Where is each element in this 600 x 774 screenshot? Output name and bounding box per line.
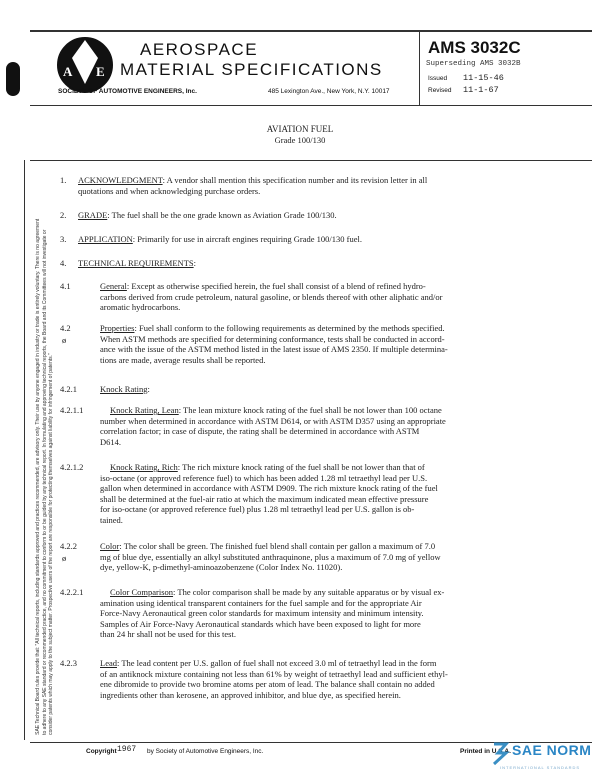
heading-colon: : bbox=[134, 323, 139, 333]
header-top-rule bbox=[30, 30, 592, 32]
heading-colon: : bbox=[173, 587, 178, 597]
section-text-line: When ASTM methods are specified for determining conformance, tests shall be conducted in accord- bbox=[100, 333, 445, 344]
revised-label: Revised bbox=[428, 87, 452, 94]
section-text-line: D614. bbox=[100, 436, 122, 447]
section-number: 1. bbox=[60, 175, 67, 185]
watermark-logo-icon bbox=[492, 740, 510, 766]
copyright-holder: by Society of Automotive Engineers, Inc. bbox=[147, 748, 264, 755]
section-number: 4.2 bbox=[60, 323, 71, 333]
section-number: 4.2.2 bbox=[60, 541, 77, 551]
section-heading: Color bbox=[100, 541, 120, 551]
side-note-rule bbox=[24, 160, 25, 740]
copyright-year: 1967 bbox=[117, 745, 137, 754]
spec-number: AMS 3032C bbox=[428, 38, 521, 57]
section-text-line: aromatic hydrocarbons. bbox=[100, 302, 181, 312]
header-divider bbox=[419, 30, 420, 105]
heading-colon: : bbox=[178, 405, 184, 415]
section-text-line: The lean mixture knock rating of the fuel shall be not lower than 100 octane bbox=[183, 405, 442, 415]
printed-in: Printed in U.S.A. bbox=[460, 748, 511, 755]
section-text-line: tained. bbox=[100, 514, 123, 525]
section-number: 4.2.3 bbox=[60, 658, 77, 668]
revision-mark: ø bbox=[62, 553, 67, 563]
section-text-line: ingredients other than kerosene, an approved inhibitor, and blue dye, as specified herein. bbox=[100, 689, 401, 700]
section-text-line: correlation factor; in case of dispute, the rating shall be determined in accordance with ASTM bbox=[100, 426, 420, 436]
technical-board-note: SAE Technical Board rules provide that: "All technical reports, including standards approved and practices recommended, are advisory only. Their use by anyone engaged in industry or trade is entirely voluntary. There is no agreement to adhere to any SAE standard or recommended practice, and no commitment to conform to or be guided by any technical report. In formulating and approving technical reports, the Board and its Committees will not investigate or consider patents which may apply to the subject matter. Prospective users of the report are responsible for protecting themselves against liability for infringement of patents." bbox=[35, 218, 55, 735]
logo-letter-s: S bbox=[80, 42, 88, 57]
section-heading: Knock Rating, Lean bbox=[110, 405, 179, 415]
section-heading: Knock Rating bbox=[100, 384, 148, 394]
heading-colon: : bbox=[117, 658, 122, 668]
heading-colon: : bbox=[119, 541, 124, 551]
logo-letter-a: A bbox=[63, 64, 73, 79]
doc-subtitle: Grade 100/130 bbox=[274, 135, 326, 145]
section-text-line: The fuel shall be the one grade known as Aviation Grade 100/130. bbox=[111, 210, 337, 220]
section-text-line: quotations and when acknowledging purchase orders. bbox=[78, 185, 261, 196]
heading-colon: : bbox=[193, 258, 196, 268]
section-heading: Lead bbox=[100, 658, 117, 668]
section-text-line: shall be determined at the fuel-air ratio at which the maximum indicated mean effective pressure bbox=[100, 493, 429, 504]
title-bottom-rule bbox=[30, 160, 592, 161]
section-text-line: The color shall be green. The finished fuel blend shall contain per gallon a maximum of 7.0 bbox=[123, 541, 436, 551]
section-text-line: mg of blue dye, essentially an alkyl substituted anthraquinone, plus a maximum of 7.0 mg of yellow bbox=[100, 551, 441, 562]
superseding-note: Superseding AMS 3032B bbox=[426, 60, 521, 68]
society-name: SOCIETY OF AUTOMOTIVE ENGINEERS, Inc. bbox=[58, 88, 197, 95]
section-text-line: Primarily for use in aircraft engines requiring Grade 100/130 fuel. bbox=[137, 234, 362, 244]
section-heading: APPLICATION bbox=[78, 234, 133, 244]
section-text-line: of an antiknock mixture containing not less than 61% by weight of tetraethyl lead and sufficient ethyl- bbox=[100, 668, 448, 679]
section-text-line: Fuel shall conform to the following requirements as determined by the methods specified. bbox=[138, 323, 445, 333]
watermark-subtext: INTERNATIONAL STANDARDS bbox=[500, 765, 581, 770]
copyright-label: Copyright bbox=[86, 748, 117, 755]
heading-colon: : bbox=[107, 210, 112, 220]
section-text-line: A vendor shall mention this specification number and its revision letter in all bbox=[166, 175, 428, 185]
section-number: 2. bbox=[60, 210, 67, 220]
header-bottom-rule bbox=[30, 105, 592, 106]
logo-letter-e: E bbox=[96, 64, 105, 79]
section-text-line: tions are made, average results shall be reported. bbox=[100, 354, 266, 365]
heading-colon: : bbox=[177, 462, 183, 472]
binder-hole-mark bbox=[6, 62, 20, 96]
section-number: 4.2.1.2 bbox=[60, 462, 84, 472]
issued-label: Issued bbox=[428, 75, 448, 82]
heading-colon: : bbox=[147, 384, 150, 394]
section-heading: ACKNOWLEDGMENT bbox=[78, 175, 163, 185]
section-text-line: than 24 hr shall not be used for this test. bbox=[100, 629, 236, 639]
section-number: 3. bbox=[60, 234, 67, 244]
section-text-line: Force-Navy Aeronautical green color standards for maximum intensity and minimum intensity. bbox=[100, 608, 424, 618]
header-title-line1: AEROSPACE bbox=[140, 40, 259, 59]
section-text-line: dye, yellow-K, p-dimethyl-aminoazobenzene (Color Index No. 11020). bbox=[100, 562, 343, 572]
section-text-line: for iso-octane (or approved reference fuel) plus 1.28 ml tetraethyl lead per U.S. gallon is ob- bbox=[100, 504, 415, 514]
section-text-line: iso-octane (or approved reference fuel) to which has been added 1.28 ml tetraethyl lead per U.S. bbox=[100, 472, 428, 483]
header-title-line2: MATERIAL SPECIFICATIONS bbox=[120, 60, 383, 79]
section-text-line: gallon when determined in accordance with ASTM D909. The rich mixture knock rating of the fuel bbox=[100, 483, 438, 493]
section-text-line: The lead content per U.S. gallon of fuel shall not exceed 3.0 ml of tetraethyl lead in the form bbox=[121, 658, 437, 668]
section-heading: General bbox=[100, 281, 127, 291]
section-text-line: carbons derived from crude petroleum, natural gasoline, or blends thereof with other aliphatic and/or bbox=[100, 291, 443, 302]
section-text-line: The color comparison shall be made by any suitable apparatus or by visual ex- bbox=[177, 587, 445, 597]
society-address: 485 Lexington Ave., New York, N.Y. 10017 bbox=[268, 88, 390, 95]
watermark-text: SAE NORM bbox=[512, 742, 592, 758]
section-text-line: Samples of Air Force-Navy Aeronautical standards which have been exposed to light for more bbox=[100, 618, 421, 629]
section-text-line: ene dibromide to provide two bromine atoms per atom of lead. The balance shall contain no added bbox=[100, 679, 435, 689]
section-heading: Knock Rating, Rich bbox=[110, 462, 178, 472]
section-heading: GRADE bbox=[78, 210, 108, 220]
revised-date: 11-1-67 bbox=[463, 85, 499, 95]
section-number: 4.2.1.1 bbox=[60, 405, 84, 415]
section-text-line: The rich mixture knock rating of the fuel shall be not lower than that of bbox=[182, 462, 425, 472]
section-number: 4.1 bbox=[60, 281, 71, 291]
section-text-line: Except as otherwise specified herein, the fuel shall consist of a blend of refined hydro- bbox=[131, 281, 426, 291]
section-heading: Color Comparison bbox=[110, 587, 174, 597]
doc-title: AVIATION FUEL bbox=[266, 124, 334, 134]
section-text-line: number when determined in accordance with ASTM D614, or with ASTM D357 using an appropriate bbox=[100, 415, 446, 426]
section-text-line: amination using identical transparent containers for the fuel sample and for the appropriate Air bbox=[100, 597, 422, 608]
section-number: 4.2.2.1 bbox=[60, 587, 84, 597]
section-heading: TECHNICAL REQUIREMENTS bbox=[78, 258, 194, 268]
heading-colon: : bbox=[132, 234, 138, 244]
heading-colon: : bbox=[162, 175, 167, 185]
section-text-line: ance with the issue of the ASTM method listed in the latest issue of AMS 2350. If multiple determina- bbox=[100, 344, 448, 354]
section-number: 4. bbox=[60, 258, 67, 268]
section-number: 4.2.1 bbox=[60, 384, 77, 394]
issued-date: 11-15-46 bbox=[463, 73, 504, 83]
heading-colon: : bbox=[126, 281, 132, 291]
revision-mark: ø bbox=[62, 335, 67, 345]
section-heading: Properties bbox=[100, 323, 135, 333]
sae-logo bbox=[56, 36, 114, 94]
